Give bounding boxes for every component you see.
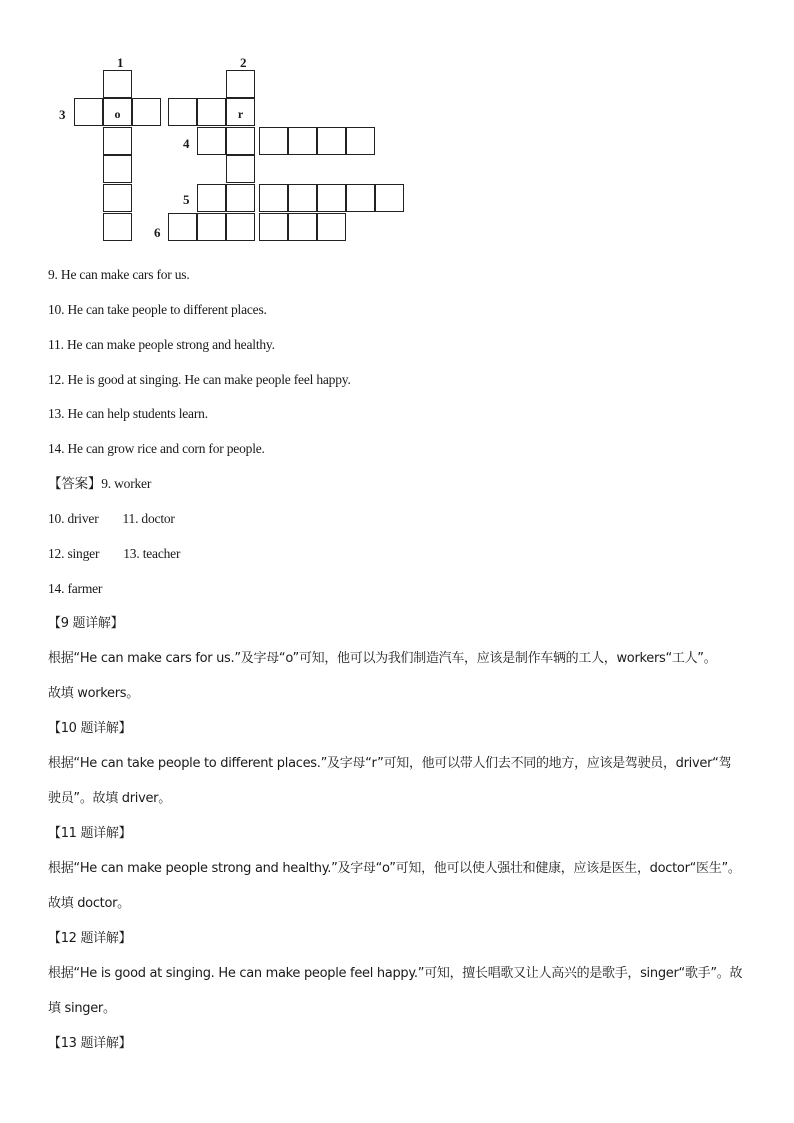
crossword-cell[interactable] [132, 98, 161, 126]
crossword-cell[interactable] [346, 184, 375, 212]
clue-number-4: 4 [183, 136, 190, 151]
explanation-11-heading: 【11 题详解】 [48, 826, 132, 841]
clue-number-2: 2 [240, 55, 247, 70]
crossword-cell[interactable] [103, 127, 132, 155]
crossword-cell[interactable] [197, 98, 226, 126]
crossword-cell[interactable] [103, 70, 132, 98]
answer-10: 10. driver [48, 511, 99, 526]
answer-12: 12. singer [48, 546, 100, 561]
crossword-cell[interactable] [317, 213, 346, 241]
crossword-cell[interactable] [259, 213, 288, 241]
question-14: 14. He can grow rice and corn for people. [48, 441, 265, 456]
explanation-11-text: 根据“He can make people strong and healthy.”及字母“o”可知，他可以使人强壮和健康，应该是医生，doctor“医生”。 [48, 861, 741, 876]
crossword-cell[interactable] [74, 98, 103, 126]
answer-14: 14. farmer [48, 581, 103, 596]
answer-11: 11. doctor [122, 511, 175, 526]
explanation-9-text: 根据“He can make cars for us.”及字母“o”可知，他可以为我们制造汽车，应该是制作车辆的工人，workers“工人”。 [48, 651, 717, 666]
question-13: 13. He can help students learn. [48, 406, 208, 421]
crossword-cell[interactable] [226, 155, 255, 183]
crossword-cell[interactable] [103, 155, 132, 183]
crossword-cell[interactable] [259, 184, 288, 212]
crossword-cell[interactable] [103, 184, 132, 212]
crossword-cell[interactable] [168, 213, 197, 241]
answer-13: 13. teacher [123, 546, 181, 561]
crossword-cell[interactable] [226, 70, 255, 98]
explanation-9-text: 故填 workers。 [48, 686, 139, 701]
clue-number-3: 3 [59, 107, 66, 122]
explanation-11-text: 故填 doctor。 [48, 896, 130, 911]
crossword-cell[interactable] [226, 213, 255, 241]
crossword-cell[interactable] [197, 184, 226, 212]
question-11: 11. He can make people strong and healthy. [48, 337, 275, 352]
explanation-12-heading: 【12 题详解】 [48, 931, 132, 946]
clue-number-5: 5 [183, 192, 190, 207]
crossword-cell[interactable] [288, 213, 317, 241]
crossword-cell[interactable] [226, 127, 255, 155]
crossword-cell-letter-r[interactable]: r [226, 98, 255, 126]
crossword-cell[interactable] [375, 184, 404, 212]
explanation-13-heading: 【13 题详解】 [48, 1036, 132, 1051]
explanation-10-text: 驶员”。故填 driver。 [48, 791, 171, 806]
explanation-9-heading: 【9 题详解】 [48, 616, 124, 631]
explanation-10-text: 根据“He can take people to different places.”及字母“r”可知，他可以带人们去不同的地方，应该是驾驶员，driver“驾 [48, 756, 732, 771]
crossword-cell[interactable] [197, 213, 226, 241]
question-12: 12. He is good at singing. He can make people feel happy. [48, 372, 351, 387]
crossword-cell[interactable] [197, 127, 226, 155]
crossword-cell[interactable] [103, 213, 132, 241]
explanation-12-text: 根据“He is good at singing. He can make people feel happy.”可知，擅长唱歌又让人高兴的是歌手，singer“歌手”。故 [48, 966, 743, 981]
question-10: 10. He can take people to different places. [48, 302, 267, 317]
answer-line-10-11 [48, 510, 754, 528]
crossword-cell-letter-o[interactable]: o [103, 98, 132, 126]
crossword-cell[interactable] [226, 184, 255, 212]
crossword-cell[interactable] [168, 98, 197, 126]
question-9: 9. He can make cars for us. [48, 267, 190, 282]
crossword-cell[interactable] [288, 127, 317, 155]
explanation-10-heading: 【10 题详解】 [48, 721, 132, 736]
clue-number-6: 6 [154, 225, 161, 240]
crossword-cell[interactable] [317, 184, 346, 212]
crossword-cell[interactable] [259, 127, 288, 155]
answer-line-12-13 [48, 545, 754, 563]
clue-number-1: 1 [117, 55, 124, 70]
answer-line-9: 【答案】9. worker [48, 476, 152, 491]
crossword-cell[interactable] [317, 127, 346, 155]
explanation-12-text: 填 singer。 [48, 1001, 116, 1016]
crossword-cell[interactable] [346, 127, 375, 155]
crossword-cell[interactable] [288, 184, 317, 212]
crossword-grid [0, 0, 794, 250]
